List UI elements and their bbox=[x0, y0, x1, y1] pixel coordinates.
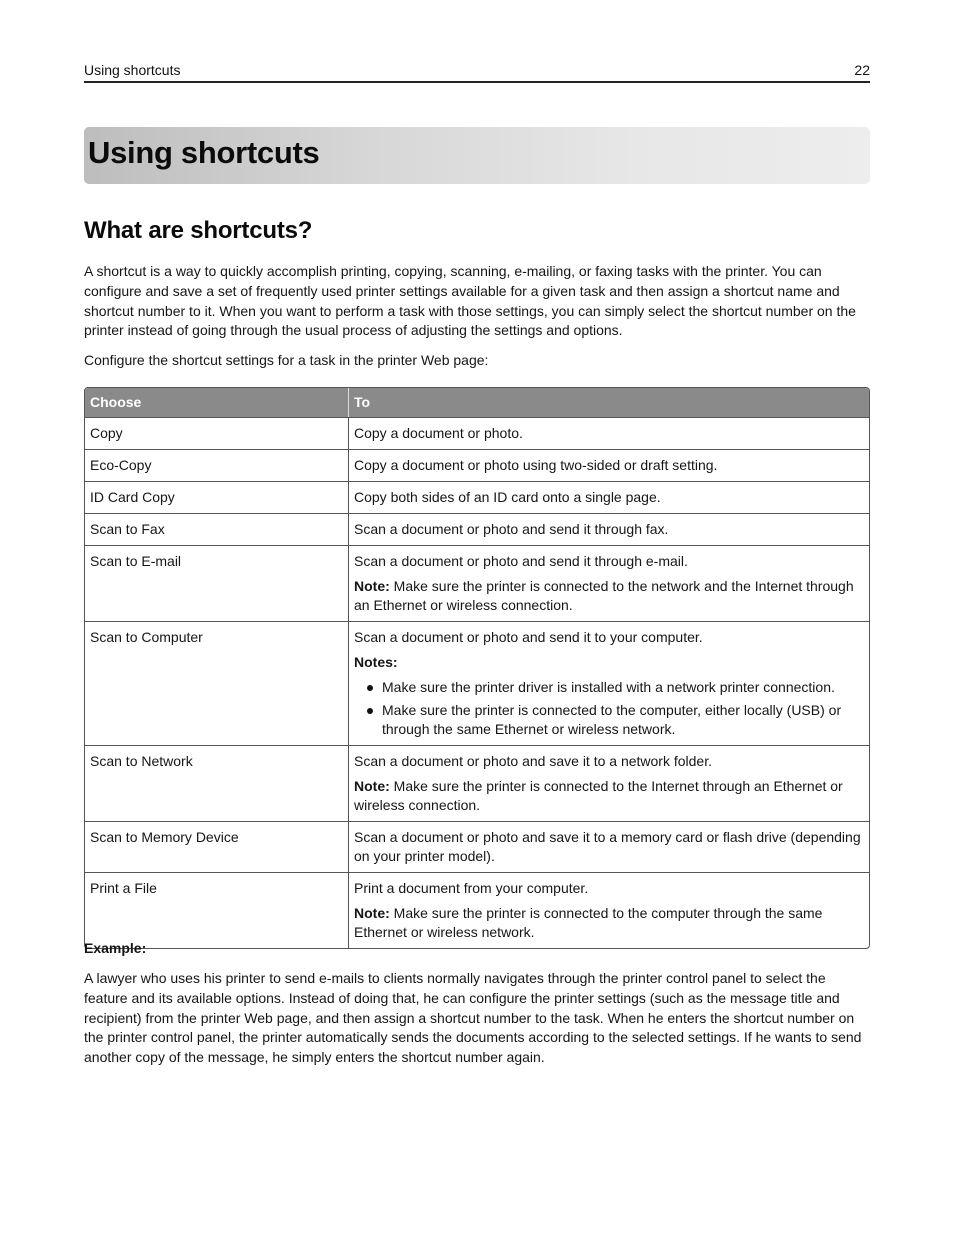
intro-paragraph: A shortcut is a way to quickly accomplish printing, copying, scanning, e-mailing, or faxing tasks with the printer. You can configure and save a set of frequently used printer settings available for a given task and then assign a shortcut name and shortcut number to it. When you want to perform a task with those settings, you can simply select the shortcut number on the printer instead of going through the usual process of adjusting the settings and options. bbox=[84, 263, 856, 339]
choose-cell: Copy bbox=[85, 418, 349, 449]
config-paragraph: Configure the shortcut settings for a task in the printer Web page: bbox=[84, 352, 489, 368]
to-cell bbox=[349, 873, 869, 948]
to-cell: Scan a document or photo and send it through fax. bbox=[354, 521, 669, 537]
shortcut-table bbox=[84, 387, 870, 949]
to-cell bbox=[349, 746, 869, 821]
choose-cell: Eco-Copy bbox=[85, 450, 349, 481]
table-row bbox=[85, 745, 869, 821]
to-text: Scan a document or photo and send it to your computer. bbox=[354, 629, 703, 645]
table-row bbox=[85, 513, 869, 545]
running-header bbox=[84, 60, 870, 83]
to-text: Scan a document or photo and send it through e-mail. bbox=[354, 553, 688, 569]
notes-list bbox=[354, 678, 864, 739]
list-item: Make sure the printer driver is installed with a network printer connection. bbox=[354, 678, 864, 697]
to-cell: Copy both sides of an ID card onto a single page. bbox=[354, 489, 661, 505]
example-label: Example: bbox=[84, 940, 147, 956]
choose-cell: Scan to Network bbox=[85, 746, 349, 821]
table-row bbox=[85, 417, 869, 449]
note bbox=[354, 904, 864, 942]
table-row bbox=[85, 449, 869, 481]
section-title: What are shortcuts? bbox=[84, 217, 313, 244]
note-text: Make sure the printer is connected to the network and the Internet through an Ethernet or wireless connection. bbox=[354, 578, 854, 613]
table-row bbox=[85, 872, 869, 948]
notes-label-text: Notes: bbox=[354, 654, 398, 670]
chapter-title: Using shortcuts bbox=[88, 135, 320, 170]
table-row bbox=[85, 821, 869, 872]
to-cell bbox=[349, 622, 869, 745]
to-text: Print a document from your computer. bbox=[354, 880, 589, 896]
chapter-banner bbox=[84, 127, 870, 184]
note-label: Note: bbox=[354, 905, 390, 921]
to-cell: Copy a document or photo using two-sided or draft setting. bbox=[354, 457, 718, 473]
notes-label bbox=[354, 653, 864, 672]
table-row bbox=[85, 481, 869, 513]
table-header-row bbox=[85, 388, 869, 417]
choose-cell: Scan to E-mail bbox=[85, 546, 349, 621]
to-cell bbox=[349, 546, 869, 621]
choose-cell: Scan to Computer bbox=[85, 622, 349, 745]
choose-cell: ID Card Copy bbox=[85, 482, 349, 513]
note-label: Note: bbox=[354, 578, 390, 594]
choose-cell: Scan to Fax bbox=[85, 514, 349, 545]
list-item: Make sure the printer is connected to the computer, either locally (USB) or through the same Ethernet or wireless network. bbox=[354, 701, 864, 739]
note-text: Make sure the printer is connected to the computer through the same Ethernet or wireless network. bbox=[354, 905, 823, 940]
choose-cell: Scan to Memory Device bbox=[85, 822, 349, 872]
table-row bbox=[85, 545, 869, 621]
note-label: Note: bbox=[354, 778, 390, 794]
note bbox=[354, 777, 864, 815]
to-cell: Scan a document or photo and save it to a memory card or flash drive (depending on your printer model). bbox=[354, 829, 861, 864]
to-text: Scan a document or photo and save it to a network folder. bbox=[354, 753, 712, 769]
note bbox=[354, 577, 864, 615]
example-paragraph: A lawyer who uses his printer to send e-mails to clients normally navigates through the printer control panel to select the feature and its available options. Instead of doing that, he can configure the printer settings (such as the message title and recipient) from the printer Web page, and then assign a shortcut number to the task. When he enters the shortcut number on the printer control panel, the printer automatically sends the documents according to the selected settings. If he wants to send another copy of the message, he simply enters the shortcut number again. bbox=[84, 970, 862, 1066]
to-cell: Copy a document or photo. bbox=[354, 425, 523, 441]
table-row bbox=[85, 621, 869, 745]
choose-cell: Print a File bbox=[85, 873, 349, 948]
note-text: Make sure the printer is connected to the Internet through an Ethernet or wireless connection. bbox=[354, 778, 843, 813]
table-header-to: To bbox=[354, 394, 371, 410]
running-header-title: Using shortcuts bbox=[84, 62, 181, 78]
page-number: 22 bbox=[854, 62, 870, 78]
table-header-choose: Choose bbox=[85, 388, 349, 417]
